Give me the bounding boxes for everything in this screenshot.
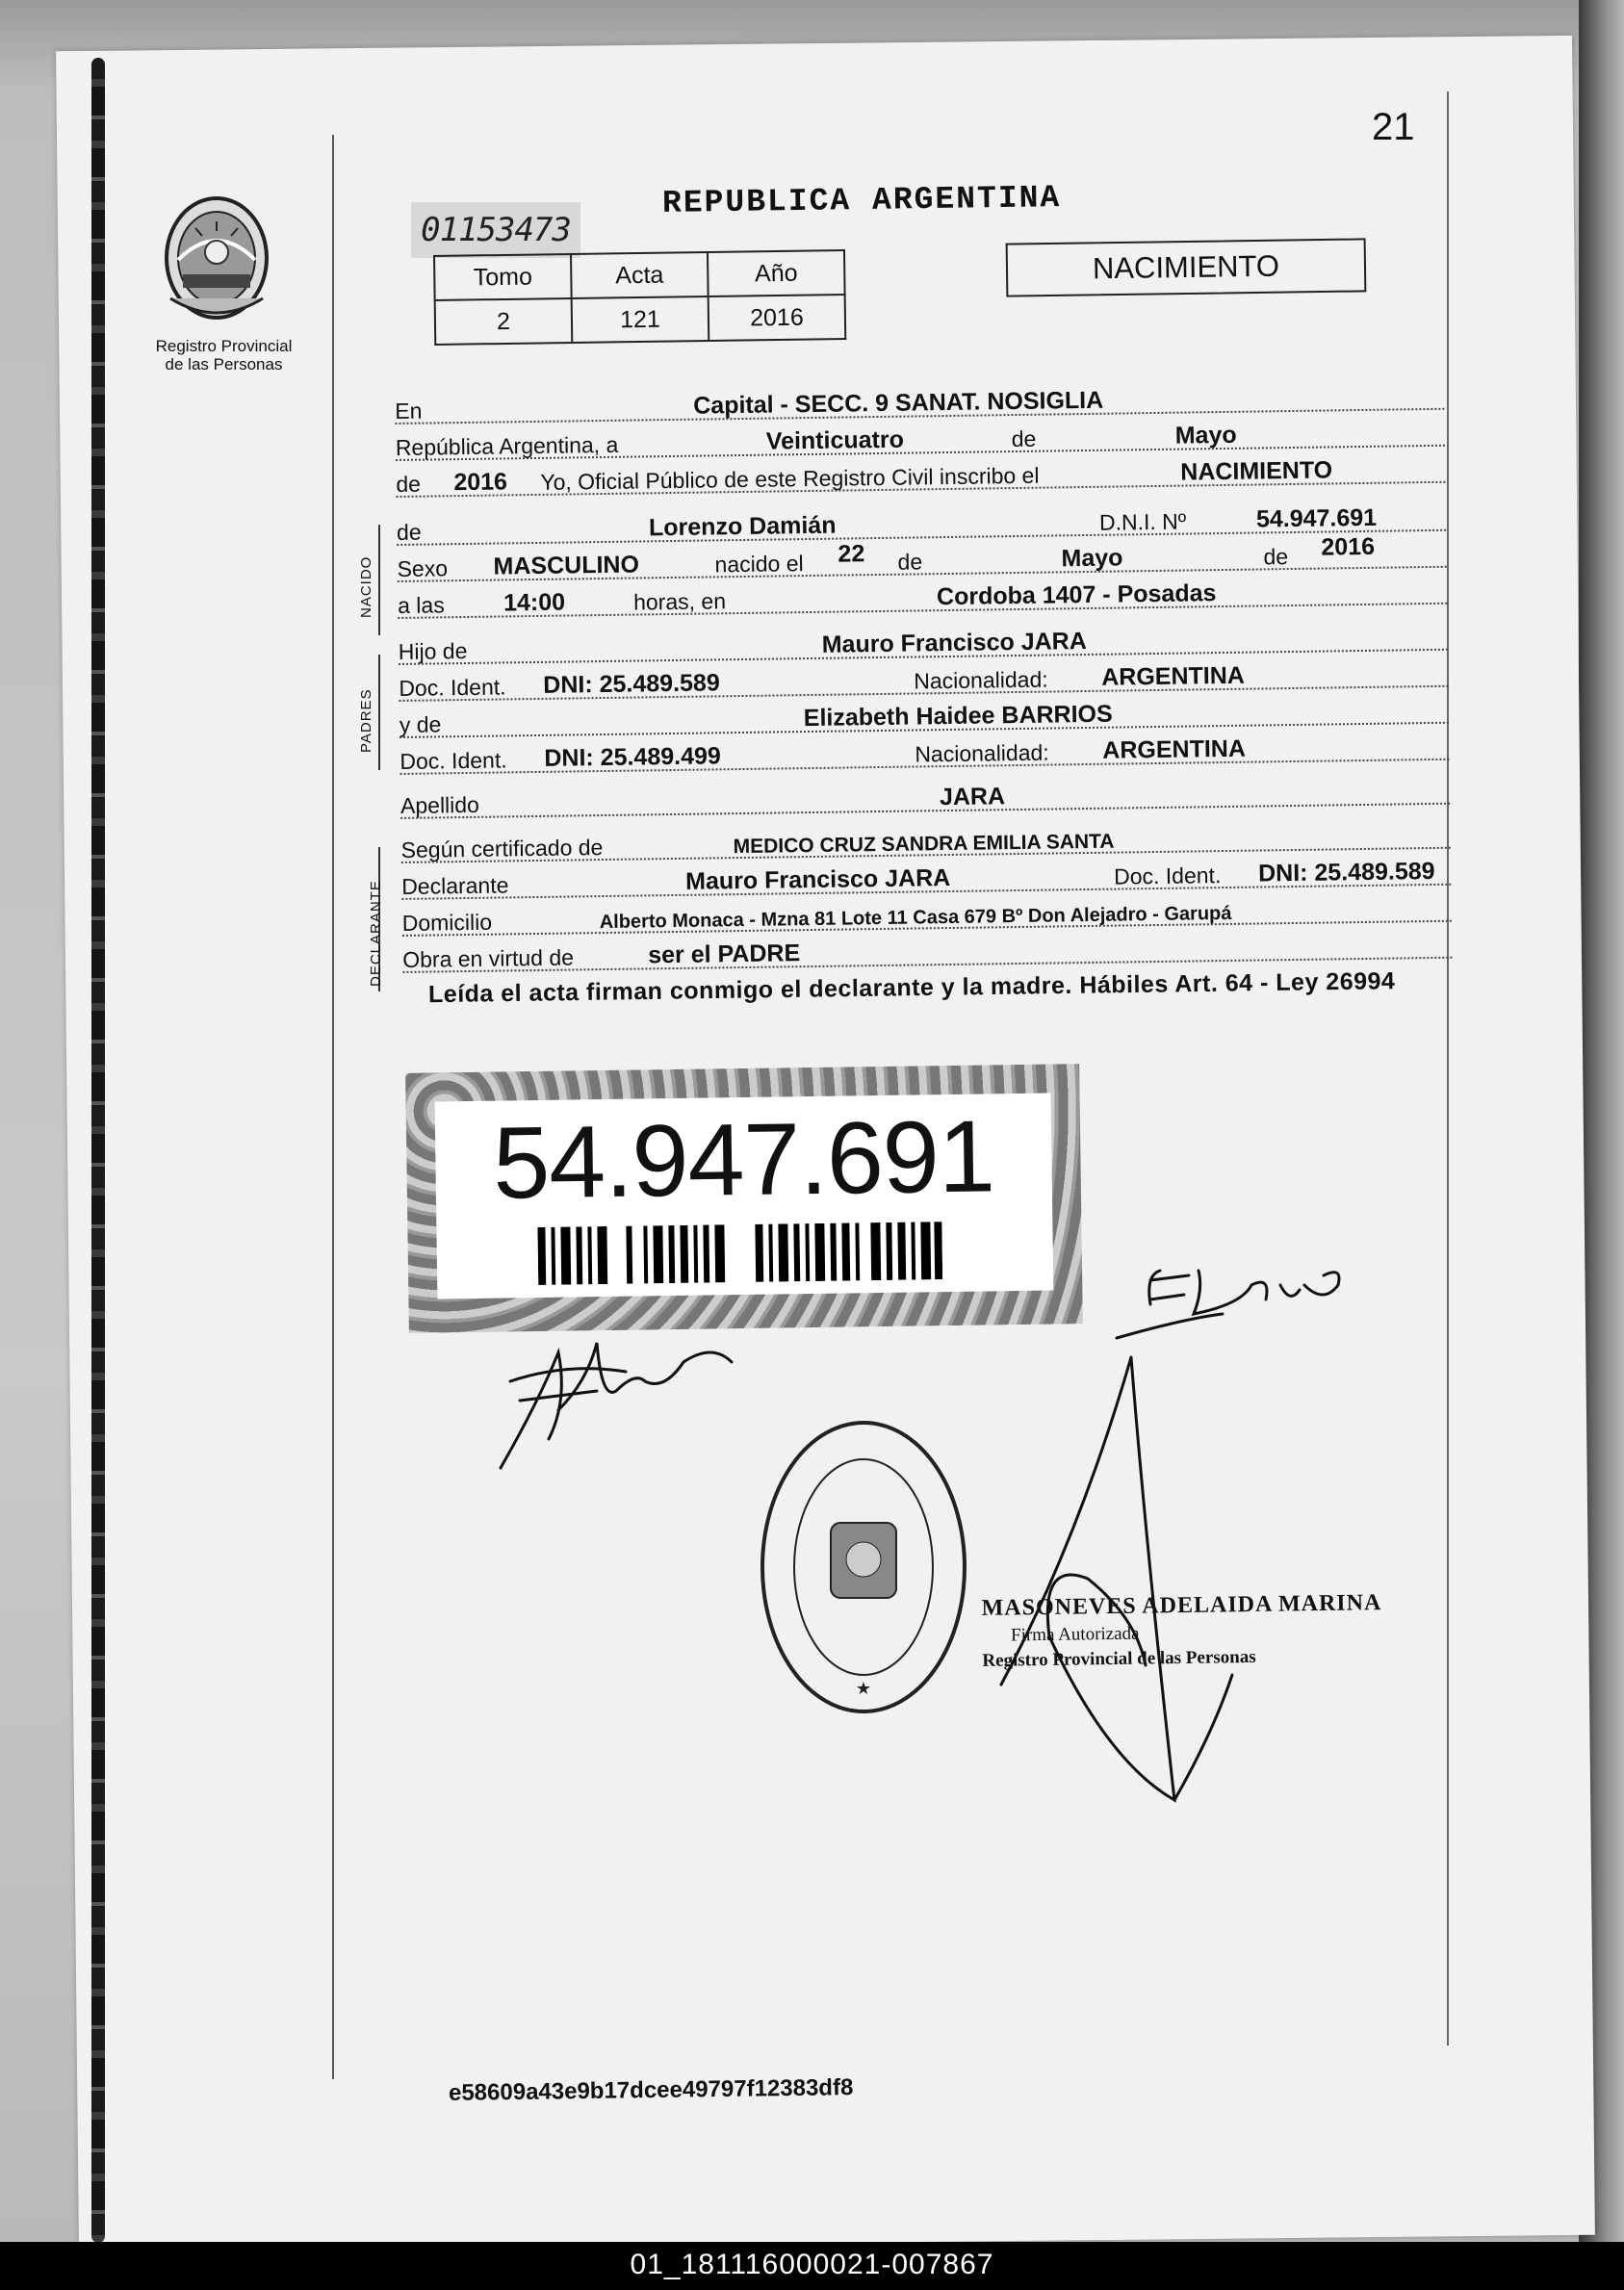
section-tag-nacido: NACIDO bbox=[358, 555, 374, 618]
left-margin-rule bbox=[332, 135, 334, 2079]
label-oficial: Yo, Oficial Público de este Registro Civil inscribo el bbox=[540, 462, 1040, 495]
binding-thread bbox=[91, 58, 105, 2243]
label-y-de: y de bbox=[399, 711, 442, 737]
declarante-signature bbox=[491, 1324, 741, 1478]
value-certificado: MEDICO CRUZ SANDRA EMILIA SANTA bbox=[733, 830, 1115, 859]
value-declarante: Mauro Francisco JARA bbox=[684, 863, 951, 895]
nacido-bracket bbox=[378, 525, 380, 635]
value-dni: 54.947.691 bbox=[1255, 503, 1378, 533]
label-obra: Obra en virtud de bbox=[402, 944, 575, 972]
officer-organization: Registro Provincial de las Personas bbox=[982, 1646, 1256, 1671]
value-madre-dni: DNI: 25.489.499 bbox=[544, 742, 721, 772]
label-nac-de2: de bbox=[1263, 544, 1289, 570]
label-madre-nacionalidad: Nacionalidad: bbox=[915, 739, 1049, 767]
authorized-signature-block bbox=[981, 1590, 1382, 1672]
label-dni: D.N.I. Nº bbox=[1098, 508, 1187, 535]
value-anio: 2016 bbox=[453, 468, 508, 497]
label-domicilio: Domicilio bbox=[401, 909, 493, 936]
emblem-caption-line2: de las Personas bbox=[165, 355, 283, 373]
record-type-box: NACIMIENTO bbox=[1006, 238, 1367, 296]
label-nacido-el: nacido el bbox=[714, 551, 804, 578]
value-inscripcion: NACIMIENTO bbox=[1180, 456, 1333, 486]
label-de: de bbox=[1011, 425, 1037, 452]
page-number: 21 bbox=[1372, 106, 1415, 148]
official-stamp-icon bbox=[756, 1415, 972, 1718]
label-horas-en: horas, en bbox=[632, 588, 727, 615]
right-margin-rule bbox=[1447, 91, 1449, 2046]
label-sexo: Sexo bbox=[397, 555, 449, 581]
dni-sticker-number: 54.947.691 bbox=[492, 1099, 995, 1221]
label-nac-de: de bbox=[897, 549, 923, 575]
value-padre-nacionalidad: ARGENTINA bbox=[1101, 661, 1246, 691]
label-hijo-de: Hijo de bbox=[398, 637, 468, 664]
value-madre: Elizabeth Haidee BARRIOS bbox=[803, 700, 1113, 733]
section-tag-padres: PADRES bbox=[358, 688, 374, 753]
footer-filename: 01_181116000021-007867 bbox=[630, 2249, 994, 2280]
value-en: Capital - SECC. 9 SANAT. NOSIGLIA bbox=[693, 386, 1104, 420]
acta-value-tomo: 2 bbox=[435, 298, 573, 345]
label-a-las: a las bbox=[397, 592, 445, 618]
label-de-anio: de bbox=[396, 471, 422, 497]
acta-table bbox=[433, 249, 846, 346]
dni-sticker bbox=[405, 1064, 1083, 1333]
emblem-caption bbox=[140, 337, 308, 373]
officer-name: MASONEVES ADELAIDA MARINA bbox=[981, 1590, 1382, 1621]
value-padre-dni: DNI: 25.489.589 bbox=[543, 669, 720, 699]
value-obra: ser el PADRE bbox=[648, 939, 801, 969]
document-hash: e58609a43e9b17dcee49797f12383df8 bbox=[448, 2074, 854, 2106]
officer-signature bbox=[982, 1348, 1271, 1810]
acta-header-anio: Año bbox=[708, 250, 845, 296]
acta-header-tomo: Tomo bbox=[434, 254, 572, 300]
acta-value-anio: 2016 bbox=[709, 295, 846, 341]
value-mes: Mayo bbox=[1174, 421, 1237, 450]
acta-value-acta: 121 bbox=[572, 296, 709, 343]
value-madre-nacionalidad: ARGENTINA bbox=[1102, 734, 1247, 764]
value-hora: 14:00 bbox=[503, 588, 566, 617]
emblem-caption-line1: Registro Provincial bbox=[155, 337, 293, 355]
value-padre: Mauro Francisco JARA bbox=[821, 627, 1087, 658]
section-tag-declarante: DECLARANTE bbox=[368, 880, 384, 987]
misiones-emblem-icon bbox=[159, 193, 274, 327]
value-domicilio: Alberto Monaca - Mzna 81 Lote 11 Casa 679 Bº Don Alejadro - Garupá bbox=[599, 902, 1232, 934]
label-nacido-de: de bbox=[396, 519, 422, 545]
officer-role: Firma Autorizada bbox=[1010, 1623, 1140, 1646]
serial-number: 01153473 bbox=[411, 202, 580, 258]
value-decl-dni: DNI: 25.489.589 bbox=[1257, 857, 1435, 888]
label-republica: República Argentina, a bbox=[395, 431, 619, 460]
value-lugar: Cordoba 1407 - Posadas bbox=[936, 579, 1217, 611]
value-apellido: JARA bbox=[939, 783, 1006, 811]
svg-text:★: ★ bbox=[855, 1679, 872, 1698]
label-padre-doc: Doc. Ident. bbox=[399, 674, 506, 701]
mother-signature bbox=[1107, 1247, 1377, 1343]
label-madre-doc: Doc. Ident. bbox=[400, 747, 507, 774]
birth-record-form bbox=[395, 375, 1452, 975]
acta-header-acta: Acta bbox=[571, 252, 709, 298]
barcode-icon bbox=[537, 1222, 942, 1285]
label-declarante: Declarante bbox=[401, 872, 509, 899]
padres-bracket bbox=[378, 655, 380, 770]
value-nac-dia: 22 bbox=[838, 540, 865, 568]
label-decl-doc: Doc. Ident. bbox=[1113, 862, 1222, 889]
reading-note: Leída el acta firman conmigo el declarante y la madre. Hábiles Art. 64 - Ley 26994 bbox=[427, 967, 1396, 1009]
label-apellido: Apellido bbox=[400, 791, 480, 818]
acta-value-row bbox=[435, 295, 846, 345]
document-title: REPUBLICA ARGENTINA bbox=[661, 180, 1062, 221]
value-nac-anio: 2016 bbox=[1321, 532, 1376, 561]
label-en: En bbox=[395, 398, 423, 424]
acta-header-row bbox=[434, 250, 845, 300]
value-nombre: Lorenzo Damián bbox=[648, 511, 837, 542]
label-padre-nacionalidad: Nacionalidad: bbox=[914, 666, 1048, 694]
label-segun: Según certificado de bbox=[400, 835, 604, 862]
value-dia: Veinticuatro bbox=[765, 425, 905, 455]
value-sexo: MASCULINO bbox=[493, 551, 640, 580]
value-nac-mes: Mayo bbox=[1061, 544, 1123, 573]
dni-sticker-inner bbox=[435, 1094, 1054, 1299]
